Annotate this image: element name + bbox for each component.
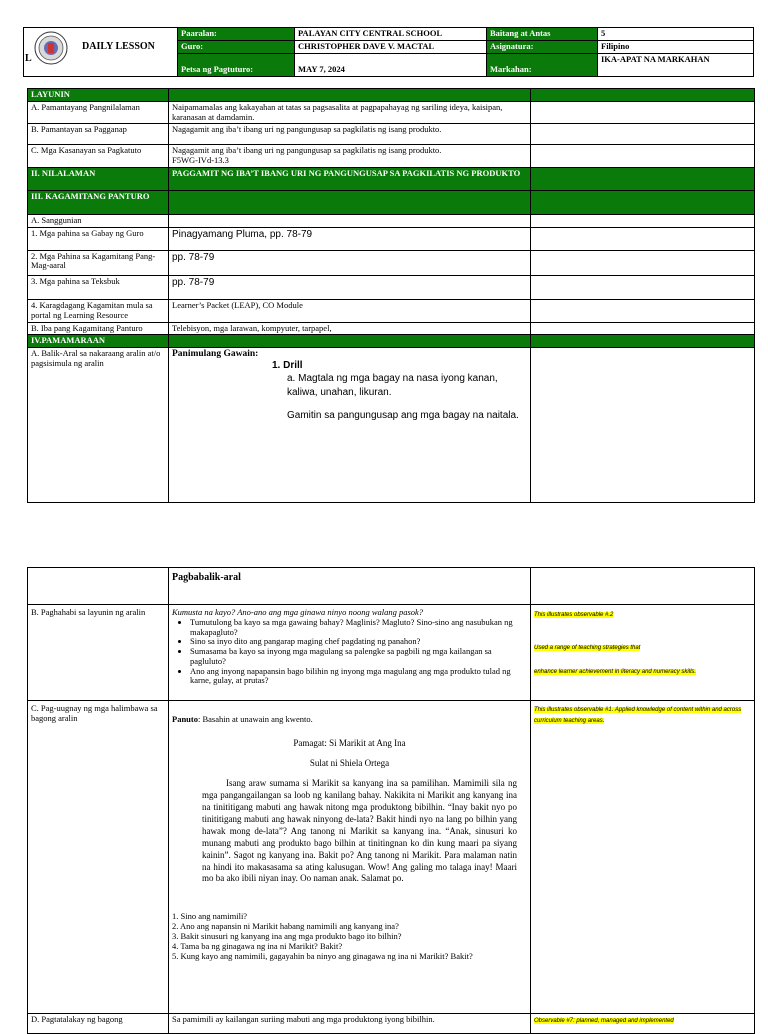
iba-pang-text: Telebisyon, mga larawan, kompyuter, tarpapel, — [169, 322, 531, 335]
layunin-heading: LAYUNIN — [28, 89, 169, 102]
list-item: • Sino sa inyo dito ang pangarap maging chef pagdating ng panahon? — [190, 637, 527, 647]
quarter-label: Markahan: — [487, 53, 598, 76]
school-label: Paaralan: — [178, 28, 295, 41]
teksbuk-label: 3. Mga pahina sa Teksbuk — [28, 275, 169, 299]
date-label: Petsa ng Pagtuturo: — [178, 53, 295, 76]
pamantayan-pagganap-label: B. Pamantayan sa Pagganap — [28, 124, 169, 145]
observable-note-7: Observable #7: planned, managed and implemented — [534, 1018, 674, 1024]
header-logo-cell — [24, 28, 178, 77]
strategies-note: Used a range of teaching strategies that — [534, 644, 641, 651]
kagamitan-label: III. KAGAMITANG PANTURO — [28, 190, 169, 214]
story-text: Isang araw sumama si Marikit sa kanyang ina sa pamilihan. Mamimili sila ng mga pangangailangan sa loob ng kanilang bahay. Nakikita ni Marikit ang kanyang ina na tinititigang mabuti ang hawak nitong mga produktong bibilhin. “Inay bakit nyo po tinititigang mabuti ang hawak ninyong de-lata? Bakit hindi nyo na lang po bilhin yang hawak mong de-lata”? Ang tanong ni Marikit sa kanyang ina. “Anak, sinusuri ko munang mabuti ang produkto bago bilhin at tinitingnan ko din kung maari pa siyang kainin”. Sagot ng kanyang ina. Bakit po? Ang tanong ni Marikit. Para malaman natin na hindi ito makasasama sa ating kalusugan. Wow! Ang galing mo talaga inay! Maari mo ba ako ibili niyan inay. Oo naman anak. Salamat po. — [202, 778, 517, 884]
deped-seal-icon — [34, 31, 68, 65]
quarter-value: IKA-APAT NA MARKAHAN — [598, 53, 754, 76]
gabay-text: Pinagyamang Pluma, pp. 78-79 — [169, 227, 531, 250]
pamantayan-pagganap-text: Nagagamit ang iba’t ibang uri ng pangungusap sa pagkilatis ng isang produkto. — [169, 124, 531, 145]
school-value: PALAYAN CITY CENTRAL SCHOOL — [295, 28, 487, 41]
teacher-value: CHRISTOPHER DAVE V. MACTAL — [295, 40, 487, 53]
nilalaman-text: PAGGAMIT NG IBA’T IBANG URI NG PANGUNGUSAP SA PAGKILATIS NG PRODUKTO — [169, 167, 531, 190]
pagbabalik-aral-title: Pagbabalik-aral — [169, 568, 531, 605]
subject-value: Filipino — [598, 40, 754, 53]
kasanayan-cell — [169, 145, 531, 168]
list-item: 2. Ano ang napansin ni Marikit habang namimili ang kanyang ina? — [172, 921, 399, 932]
gabay-label: 1. Mga pahina sa Gabay ng Guro — [28, 227, 169, 250]
pag-uugnay-notes — [531, 701, 755, 1014]
kagamitang-label: 2. Mga Pahina sa Kagamitang Pang-Mag-aaral — [28, 250, 169, 275]
pamantayang-pangnilalaman-text: Naipamamalas ang kakayahan at tatas sa pagsasalita at pagpapahayag ng sariling ideya, kaisipan, karanasan at damdamin. — [169, 101, 531, 124]
iba-pang-label: B. Iba pang Kagamitang Panturo — [28, 322, 169, 335]
story-title: Pamagat: Si Marikit at Ang Ina — [293, 737, 406, 748]
literacy-note: enhance learner achievement in literacy and numeracy skills. — [534, 668, 697, 675]
list-item: 5. Kung kayo ang namimili, gagayahin ba ninyo ang ginagawa ng ina ni Marikit? Bakit? — [172, 951, 473, 962]
grade-value: 5 — [598, 28, 754, 41]
pagtatalakay-text: Sa pamimili ay kailangan suriing mabuti ang mga produktong iyong bibilhin. — [169, 1014, 531, 1034]
drill-instruction: Gamitin sa pangungusap ang mga bagay na naitala. — [287, 409, 519, 421]
kasanayan-code: F5WG-IVd-13.3 — [172, 155, 229, 166]
logo-prefix: L — [25, 53, 32, 64]
drill-heading: 1. Drill — [272, 360, 303, 372]
drill-item-a: a. Magtala ng mga bagay na nasa iyong kanan, kaliwa, unahan, likuran. — [287, 372, 498, 399]
list-item: • Sumasama ba kayo sa inyong mga magulang sa palengke sa pagbili ng mga kailangan sa pagluluto? — [190, 647, 527, 667]
date-value: MAY 7, 2024 — [295, 53, 487, 76]
paghahabi-cell — [169, 605, 531, 701]
kasanayan-text: Nagagamit ang iba’t ibang uri ng pangungusap sa pagkilatis ng isang produkto. — [172, 145, 442, 156]
list-item: • Ano ang inyong napapansin bago bilihin ng inyong mga magulang ang mga produkto tulad ng karne, gulay, at prutas? — [190, 667, 527, 687]
paghahabi-notes — [531, 605, 755, 701]
karagdagang-label: 4. Karagdagang Kagamitan mula sa portal ng Learning Resource — [28, 299, 169, 322]
panuto-label: Panuto — [172, 714, 198, 724]
lesson-table-page1 — [27, 88, 755, 503]
pamamaraan-heading: IV.PAMAMARAAN — [28, 335, 169, 348]
balik-aral-label: A. Balik-Aral sa nakaraang aralin at/o pagsisimula ng aralin — [28, 348, 169, 503]
list-item: 1. Sino ang namimili? — [172, 911, 248, 922]
lesson-table-page2 — [27, 567, 755, 1034]
pamantayang-pangnilalaman-label: A. Pamantayang Pangnilalaman — [28, 101, 169, 124]
teacher-label: Guro: — [178, 40, 295, 53]
story-author: Sulat ni Shiela Ortega — [309, 758, 390, 769]
panuto-text: : Basahin at unawain ang kwento. — [197, 714, 313, 724]
karagdagang-text: Learner’s Packet (LEAP), CO Module — [169, 299, 531, 322]
paghahabi-label: B. Paghahabi sa layunin ng aralin — [28, 605, 169, 701]
questions-list — [172, 911, 527, 961]
list-item: 3. Bakit sinusuri ng kanyang ina ang mga produkto bago ito bilhin? — [172, 931, 402, 942]
list-item: 4. Tama ba ng ginagawa ng ina ni Marikit? Bakit? — [172, 941, 343, 952]
paghahabi-intro: Kumusta na kayo? Ano-ano ang mga ginawa ninyo noong walang pasok? — [172, 607, 424, 617]
nilalaman-label: II. NILALAMAN — [28, 167, 169, 190]
header-table — [23, 27, 754, 77]
grade-label: Baitang at Antas — [487, 28, 598, 41]
teksbuk-text: pp. 78-79 — [169, 275, 531, 299]
pag-uugnay-label: C. Pag-uugnay ng mga halimbawa sa bagong aralin — [28, 701, 169, 1014]
panimulang-gawain-cell — [169, 348, 531, 503]
story-cell — [169, 701, 531, 1014]
kasanayan-label: C. Mga Kasanayan sa Pagkatuto — [28, 145, 169, 168]
panimulang-gawain-title: Panimulang Gawain: — [172, 349, 259, 360]
subject-label: Asignatura: — [487, 40, 598, 53]
list-item: • Tumutulong ba kayo sa mga gawaing bahay? Maglinis? Magluto? Sino-sino ang nasubukan ng makapagluto? — [190, 618, 527, 638]
observable-note-2: This illustrates observable #.2 — [534, 612, 614, 618]
kagamitang-text: pp. 78-79 — [169, 250, 531, 275]
daily-lesson-title: DAILY LESSON — [82, 41, 155, 52]
pagtatalakay-label: D. Pagtatalakay ng bagong — [28, 1014, 169, 1034]
observable-note-1: This illustrates observable #1. Applied knowledge of content within and across curriculum teaching areas. — [534, 707, 742, 724]
panuto-line — [172, 715, 527, 725]
paghahabi-list — [172, 618, 527, 686]
sanggunian-label: A. Sanggunian — [28, 214, 169, 227]
